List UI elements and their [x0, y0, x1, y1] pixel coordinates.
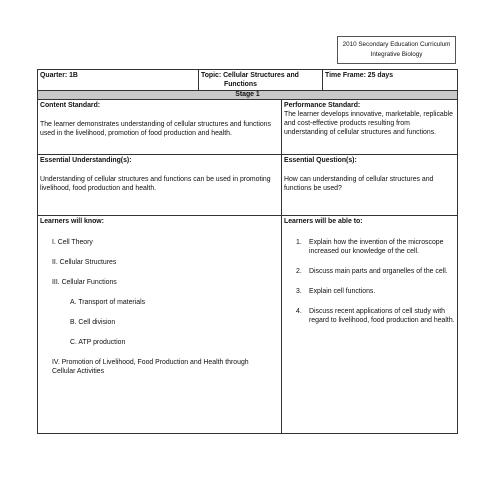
able-item-text: Explain cell functions. — [309, 288, 376, 295]
essential-question-cell — [282, 155, 458, 216]
able-item-number: 3. — [296, 288, 302, 295]
know-item-b: B. Cell division — [70, 319, 116, 326]
quarter-cell: Quarter: 1B — [38, 70, 199, 91]
essential-question-text: How can understanding of cellular structures and functions be used? — [284, 176, 434, 192]
essential-understanding-text: Understanding of cellular structures and functions can be used in promoting livelihood, food production and health. — [40, 176, 271, 192]
learners-able-cell — [282, 216, 458, 434]
know-item-i: I. Cell Theory — [52, 239, 93, 246]
performance-standard-cell — [282, 100, 458, 155]
content-standard-text: The learner demonstrates understanding of cellular structures and functions used in the livelihood, promotion of food production and health. — [40, 121, 271, 137]
performance-standard-heading: Performance Standard: — [284, 102, 361, 109]
able-item-text: Discuss recent applications of cell study with regard to livelihood, food production and health. — [309, 308, 455, 324]
subject-name: Integrative Biology — [370, 50, 423, 58]
learners-know-heading: Learners will know: — [40, 218, 104, 225]
stage-label: Stage 1 — [38, 91, 458, 100]
able-item — [296, 287, 455, 296]
able-item — [296, 238, 455, 256]
topic-cell — [199, 70, 323, 91]
essential-understanding-heading: Essential Understanding(s): — [40, 157, 132, 164]
content-standard-cell — [38, 100, 282, 155]
know-item-iv: IV. Promotion of Livelihood, Food Production and Health through Cellular Activities — [52, 359, 249, 375]
able-item-number: 1. — [296, 239, 302, 246]
able-item-text: Explain how the invention of the microscope increased our knowledge of the cell. — [309, 239, 444, 255]
curriculum-title: 2010 Secondary Education Curriculum — [342, 41, 451, 48]
topic-line-1: Topic: Cellular Structures and — [201, 72, 299, 79]
lesson-plan-table — [37, 69, 458, 434]
topic-line-2: Functions — [224, 81, 257, 88]
able-item — [296, 267, 455, 276]
learners-know-cell — [38, 216, 282, 434]
know-item-c: C. ATP production — [70, 339, 126, 346]
able-item-number: 2. — [296, 268, 302, 275]
know-item-ii: II. Cellular Structures — [52, 259, 117, 266]
content-standard-heading: Content Standard: — [40, 102, 101, 109]
know-item-iii: III. Cellular Functions — [52, 279, 117, 286]
learners-able-heading: Learners will be able to: — [284, 218, 363, 225]
able-item — [296, 307, 455, 325]
essential-question-heading: Essential Question(s): — [284, 157, 357, 164]
know-item-a: A. Transport of materials — [70, 299, 146, 306]
curriculum-header-box — [337, 36, 456, 64]
essential-understanding-cell — [38, 155, 282, 216]
able-item-number: 4. — [296, 308, 302, 315]
able-item-text: Discuss main parts and organelles of the cell. — [309, 268, 448, 275]
performance-standard-text: The learner develops innovative, marketable, replicable and cost-effective products resulting from understanding of cellular structures and functions. — [284, 111, 453, 136]
time-frame-cell: Time Frame: 25 days — [323, 70, 458, 91]
